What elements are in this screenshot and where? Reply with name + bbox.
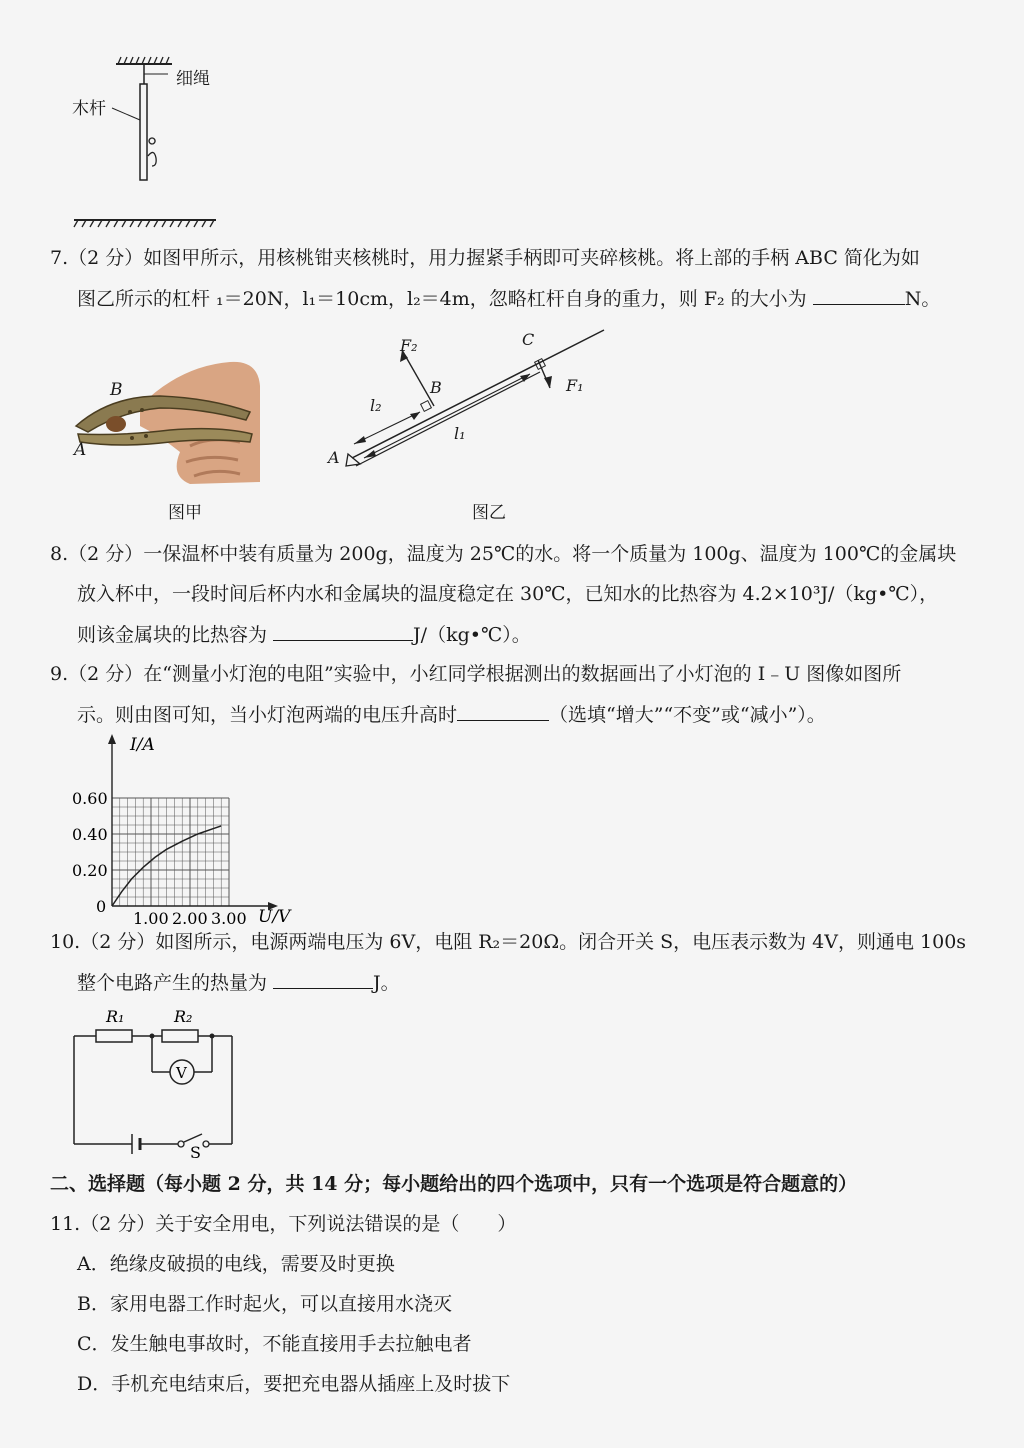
- q9-line2-options: （选填“增大”“不变”或“减小”）。: [549, 704, 826, 726]
- caption-yi: 图乙: [472, 503, 506, 523]
- q9-line2: [77, 702, 826, 727]
- y-tick-label: 0.20: [72, 861, 108, 880]
- q10-line2-unit: J。: [373, 972, 400, 994]
- section2-heading: 二、选择题（每小题 2 分，共 14 分；每小题给出的四个选项中，只有一个选项是符合题意的）: [50, 1173, 858, 1195]
- y-tick-label: 0.40: [72, 825, 108, 844]
- circuit-label-s: S: [190, 1143, 201, 1160]
- y-tick-label: 0.60: [72, 789, 108, 808]
- nutcracker-photo: [70, 356, 262, 486]
- q10-line1: 10.（2 分）如图所示，电源两端电压为 6V，电阻 R₂＝20Ω。闭合开关 S，电压表示数为 4V，则通电 100s: [50, 931, 967, 953]
- q11-stem: 11.（2 分）关于安全用电，下列说法错误的是（ ）: [50, 1213, 517, 1235]
- y-axis-arrow: [108, 734, 116, 744]
- lever-label-f2: F₂: [400, 336, 418, 355]
- q9-line1: 9.（2 分）在“测量小灯泡的电阻”实验中，小红同学根据测出的数据画出了小灯泡的 I﹣U 图像如图所: [50, 663, 902, 685]
- switch-s: [184, 1134, 202, 1142]
- q8-line1: 8.（2 分）一保温杯中装有质量为 200g，温度为 25℃的水。将一个质量为 100g、温度为 100℃的金属块: [50, 543, 957, 565]
- q10-line2: [77, 970, 400, 995]
- q8-line3-unit: J/（kg•℃）。: [413, 624, 531, 646]
- q11-option-a[interactable]: A．绝缘皮破损的电线，需要及时更换: [77, 1253, 395, 1275]
- circuit-label-r2: R₂: [174, 1007, 193, 1026]
- iu-chart: [68, 730, 308, 926]
- caption-jia: 图甲: [168, 503, 202, 523]
- q7-line1: 7.（2 分）如图甲所示，用核桃钳夹核桃时，用力握紧手柄即可夹碎核桃。将上部的手柄 ABC 简化为如: [50, 247, 920, 269]
- q11-option-c[interactable]: C．发生触电事故时，不能直接用手去拉触电者: [77, 1333, 472, 1355]
- resistor-r2: [162, 1030, 198, 1042]
- walnut: [106, 416, 126, 432]
- x-tick-label: 2.00: [172, 909, 208, 926]
- q8-line3-text: 则该金属块的比热容为: [77, 624, 274, 646]
- q11-option-b[interactable]: B．家用电器工作时起火，可以直接用水浇灭: [77, 1293, 452, 1315]
- photo-label-b: B: [110, 380, 123, 400]
- x-tick-label: 3.00: [211, 909, 247, 926]
- q10-line2-text: 整个电路产生的热量为: [77, 972, 274, 994]
- resistor-r1: [96, 1030, 132, 1042]
- rope-pole-figure: [60, 52, 240, 232]
- lever-label-f1: F₁: [566, 376, 584, 395]
- x-tick-label: 1.00: [133, 909, 169, 926]
- lever-label-l2: l₂: [370, 396, 382, 415]
- lever-label-c: C: [522, 330, 535, 349]
- rope-label: 细绳: [176, 69, 210, 89]
- x-axis-label: U/V: [258, 907, 291, 926]
- lever-label-l1: l₁: [454, 424, 466, 443]
- q7-answer-blank[interactable]: [813, 286, 905, 305]
- q11-option-d[interactable]: D．手机充电结束后，要把充电器从插座上及时拔下: [77, 1373, 511, 1395]
- pole-label: 木杆: [72, 99, 106, 119]
- lever-label-a: A: [328, 448, 340, 467]
- q8-line3: [77, 622, 531, 647]
- circuit-diagram: [66, 1000, 246, 1160]
- q10-answer-blank[interactable]: [273, 970, 373, 989]
- origin-label: 0: [96, 897, 107, 916]
- circuit-label-v: V: [176, 1064, 187, 1082]
- circuit-label-r1: R₁: [106, 1007, 125, 1026]
- y-axis-label: I/A: [130, 735, 155, 755]
- q8-answer-blank[interactable]: [273, 622, 413, 641]
- photo-label-a: A: [74, 440, 87, 460]
- chart-grid: [112, 798, 229, 906]
- lever-diagram: [320, 326, 620, 476]
- q7-line2-unit: N。: [904, 288, 941, 310]
- q9-line2-text: 示。则由图可知，当小灯泡两端的电压升高时: [77, 704, 458, 726]
- q8-line2: 放入杯中，一段时间后杯内水和金属块的温度稳定在 30℃，已知水的比热容为 4.2×10³J/（kg•℃），: [77, 583, 939, 605]
- q7-line2-text: 图乙所示的杠杆 ₁＝20N，l₁＝10cm，l₂＝4m，忽略杠杆自身的重力，则 F₂ 的大小为: [77, 288, 813, 310]
- q9-answer-blank[interactable]: [457, 702, 549, 721]
- lever-label-b: B: [430, 378, 442, 397]
- q7-line2: [77, 286, 940, 311]
